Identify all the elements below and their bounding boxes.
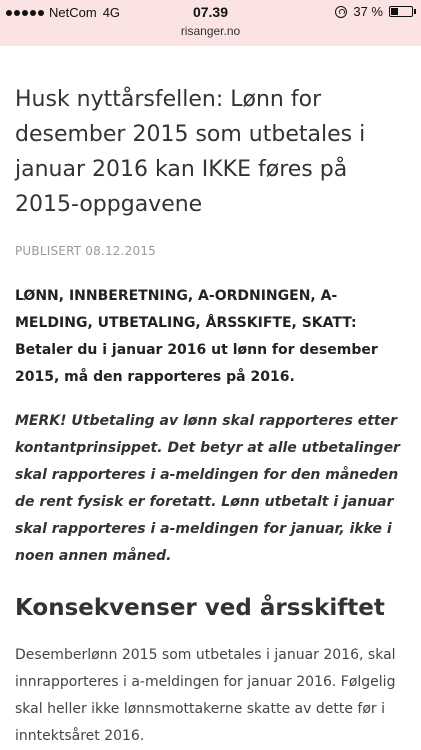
article xyxy=(0,82,421,750)
status-right xyxy=(335,4,413,19)
article-paragraph: Desemberlønn 2015 som utbetales i januar 2016, skal innrapporteres i a-meldingen for januar 2016. Følgelig skal heller ikke lønnsmottakerne skatte av dette før i inntektsåret 2016. xyxy=(15,647,396,744)
section-heading: Konsekvenser ved årsskiftet xyxy=(15,595,385,621)
article-note: MERK! Utbetaling av lønn skal rapporteres etter kontantprinsippet. Det betyr at alle utbetalinger skal rapporteres i a-meldingen for den måneden de rent fysisk er foretatt. Lønn utbetalt i januar skal rapporteres i a-meldingen for januar, ikke i noen annen måned. xyxy=(15,413,400,564)
article-title: Husk nyttårsfellen: Lønn for desember 2015 som utbetales i januar 2016 kan IKKE føres på 2015-oppgavene xyxy=(15,87,366,217)
status-bar xyxy=(0,0,421,46)
network-type: 4G xyxy=(102,5,121,20)
battery-percent: 37 % xyxy=(353,4,383,19)
orientation-lock-icon xyxy=(335,6,347,18)
carrier-name: NetCom xyxy=(49,5,97,20)
address-bar-url[interactable]: risanger.no xyxy=(180,24,241,38)
publish-date: PUBLISERT 08.12.2015 xyxy=(15,244,156,258)
battery-icon xyxy=(389,6,413,17)
battery-fill xyxy=(391,8,398,15)
clock: 07.39 xyxy=(192,4,229,20)
article-lead: LØNN, INNBERETNING, A-ORDNINGEN, A-MELDING, UTBETALING, ÅRSSKIFTE, SKATT: Betaler du i januar 2016 ut lønn for desember 2015, må den rapporteres på 2016. xyxy=(15,288,378,385)
